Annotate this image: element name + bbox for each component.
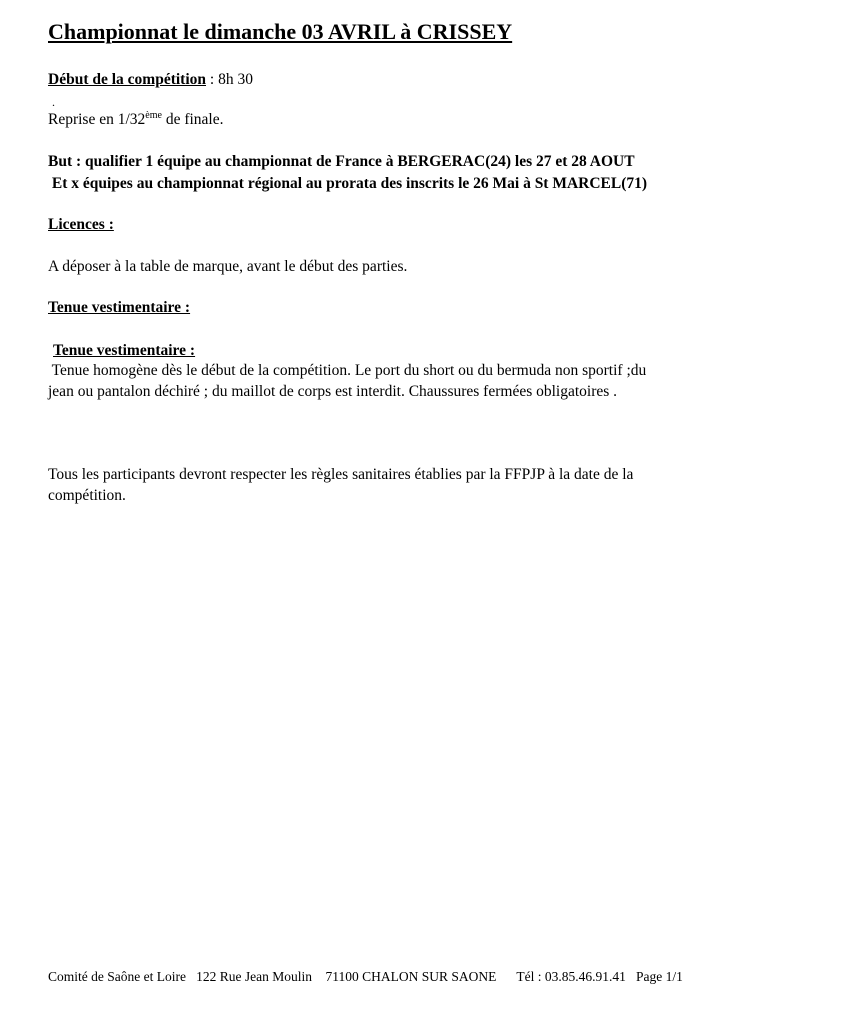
sanitaire-line-2: compétition. (48, 487, 126, 504)
page-footer: Comité de Saône et Loire 122 Rue Jean Moulin 71100 CHALON SUR SAONE Tél : 03.85.46.91.41 Page 1/1 (48, 969, 683, 984)
debut-value: : 8h 30 (206, 71, 253, 88)
licences-text: A déposer à la table de marque, avant le début des parties. (48, 258, 408, 275)
tenue-heading-2: Tenue vestimentaire : (53, 342, 196, 359)
reprise-line (48, 110, 224, 130)
reprise-superscript: ème (145, 110, 162, 121)
tenue-text-line-1: Tenue homogène dès le début de la compétition. Le port du short ou du bermuda non sportif ;du (48, 362, 647, 379)
but-line-1: But : qualifier 1 équipe au championnat de France à BERGERAC(24) les 27 et 28 AOUT (48, 153, 635, 170)
tenue-text-line-2: jean ou pantalon déchiré ; du maillot de corps est interdit. Chaussures fermées obligatoires . (48, 383, 618, 400)
debut-line (48, 70, 253, 90)
sanitaire-line-1: Tous les participants devront respecter les règles sanitaires établies par la FFPJP à la date de la (48, 466, 634, 483)
document-title: Championnat le dimanche 03 AVRIL à CRISSEY (48, 19, 513, 44)
debut-label: Début de la compétition (48, 71, 207, 88)
reprise-suffix: de finale. (161, 111, 224, 128)
licences-heading: Licences : (48, 216, 114, 233)
but-line-2: Et x équipes au championnat régional au prorata des inscrits le 26 Mai à St MARCEL(71) (48, 175, 648, 192)
reprise-prefix: Reprise en 1/32 (48, 111, 146, 128)
separator-dot: . (52, 95, 55, 109)
tenue-heading-1: Tenue vestimentaire : (48, 299, 191, 316)
